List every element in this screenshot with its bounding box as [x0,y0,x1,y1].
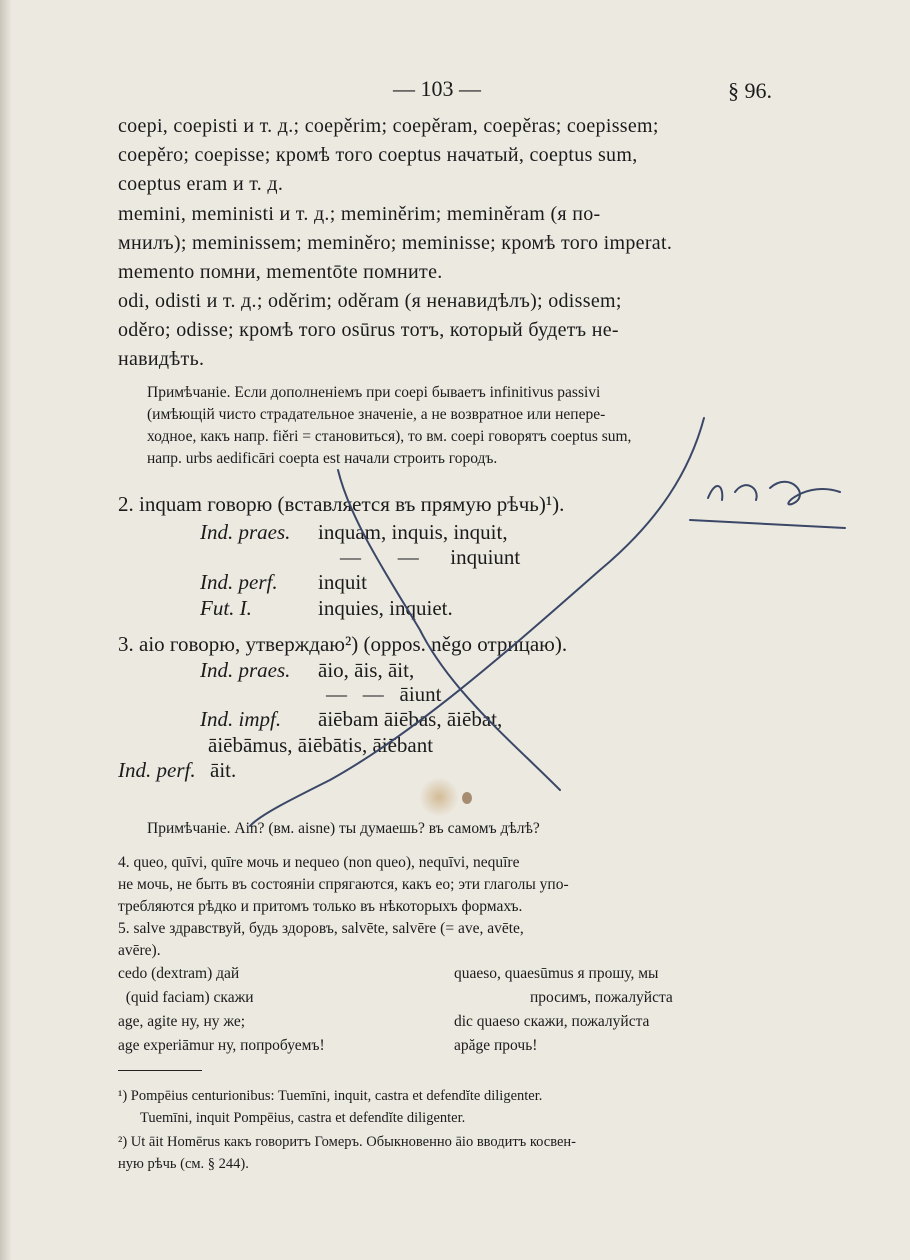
memini-line-2: мнилъ); meminissem; meminěro; meminisse; кромѣ того imperat. [118,232,673,254]
aio-forms-5: āit. [210,758,237,782]
inquam-forms-4: inquies, inquiet. [318,596,453,620]
vocab-right-1: quaeso, quaesūmus я прошу, мы [454,965,659,982]
inquam-forms-3: inquit [318,570,368,594]
salve-line-1: 5. salve здравствуй, будь здоровъ, salvēte, salvēre (= ave, avēte, [118,920,524,937]
note1-line-4: напр. urbs aedificāri coepta est начали строить городъ. [147,450,498,467]
aio-forms-2: — — āiunt [326,682,442,706]
pen-stroke-vertical [338,470,560,790]
memini-line-1: memini, meministi и т. д.; meminěrim; meminěram (я по- [118,203,601,225]
section-number: § 96. [728,78,772,103]
odi-line-2: oděro; odisse; кромѣ того osūrus тотъ, который будетъ не- [118,319,619,341]
footnote-1-line-1: ¹) Pompēius centurionibus: Tuemīni, inquit, castra et defendĭte diligenter. [118,1088,543,1104]
salve-line-2: avēre). [118,942,161,959]
inquam-title: 2. inquam говорю (вставляется въ прямую рѣчь)¹). [118,492,565,516]
queo-line-3: требляются рѣдко и притомъ только въ нѣкоторыхъ формахъ. [118,898,523,915]
coepi-line-3: coeptus eram и т. д. [118,173,284,195]
vocab-left-4: age experiāmur ну, попробуемъ! [118,1037,325,1054]
aio-label-3: Ind. impf. [200,707,282,731]
coepi-line-2: coepěro; coepisse; кромѣ того coeptus начатый, coeptus sum, [118,144,638,166]
aio-forms-4: āiēbāmus, āiēbātis, āiēbant [208,733,434,757]
note1-line-2: (имѣющій чисто страдательное значеніе, а не возвратное или непере- [147,406,606,423]
inquam-label-1: Ind. praes. [200,520,291,544]
note1-line-1: Примѣчаніе. Если дополненіемъ при coepi бываетъ infinitivus passivi [147,384,601,401]
odi-line-1: odi, odisti и т. д.; oděrim; oděram (я ненавидѣлъ); odissem; [118,290,622,312]
aio-forms-3: āiēbam āiēbas, āiēbat, [318,707,503,731]
pen-underline [690,520,845,528]
coepi-line-1: coepi, coepisti и т. д.; coepěrim; coepěram, coepěras; coepissem; [118,115,659,137]
note1-line-3: ходное, какъ напр. fiěri = становиться), то вм. coepi говорятъ coeptus sum, [147,428,632,445]
odi-line-3: навидѣть. [118,348,205,370]
queo-line-1: 4. queo, quīvi, quīre мочь и nequeo (non queo), nequīvi, nequīre [118,854,520,871]
aio-title: 3. aio говорю, утверждаю²) (oppos. něgo отрицаю). [118,632,568,656]
page-number: — 103 — [393,76,481,101]
inquam-forms-1: inquam, inquis, inquit, [318,520,508,544]
note2-text: Примѣчаніе. Ain? (вм. aisne) ты думаешь? въ самомъ дѣлѣ? [147,820,540,837]
inquam-forms-2: — — inquiunt [340,545,521,569]
vocab-right-4: apăge прочь! [454,1037,538,1054]
footnote-2-line-2: ную рѣчь (см. § 244). [118,1156,249,1172]
footnote-2-line-1: ²) Ut āit Homērus какъ говоритъ Гомеръ. Обыкновенно āio вводитъ косвен- [118,1134,576,1150]
vocab-right-3: dic quaeso скажи, пожалуйста [454,1013,650,1030]
aio-label-5: Ind. perf. [118,758,196,782]
aio-forms-1: āio, āis, āit, [318,658,415,682]
vocab-right-2: просимъ, пожалуйста [530,989,673,1006]
pen-stroke-strike [250,418,704,826]
footnote-1-line-2: Tuemīni, inquit Pompēius, castra et defendĭte diligenter. [140,1110,466,1126]
vocab-left-1: cedo (dextram) дай [118,965,240,982]
vocab-left-3: age, agite ну, ну же; [118,1013,246,1030]
inquam-label-4: Fut. I. [200,596,252,620]
inquam-label-3: Ind. perf. [200,570,278,594]
memini-line-3: memento помни, mementōte помните. [118,261,443,283]
queo-line-2: не мочь, не быть въ состояніи спрягаются, какъ eo; эти глаголы упо- [118,876,569,893]
aio-label-1: Ind. praes. [200,658,291,682]
vocab-left-2: (quid faciam) скажи [118,989,254,1006]
